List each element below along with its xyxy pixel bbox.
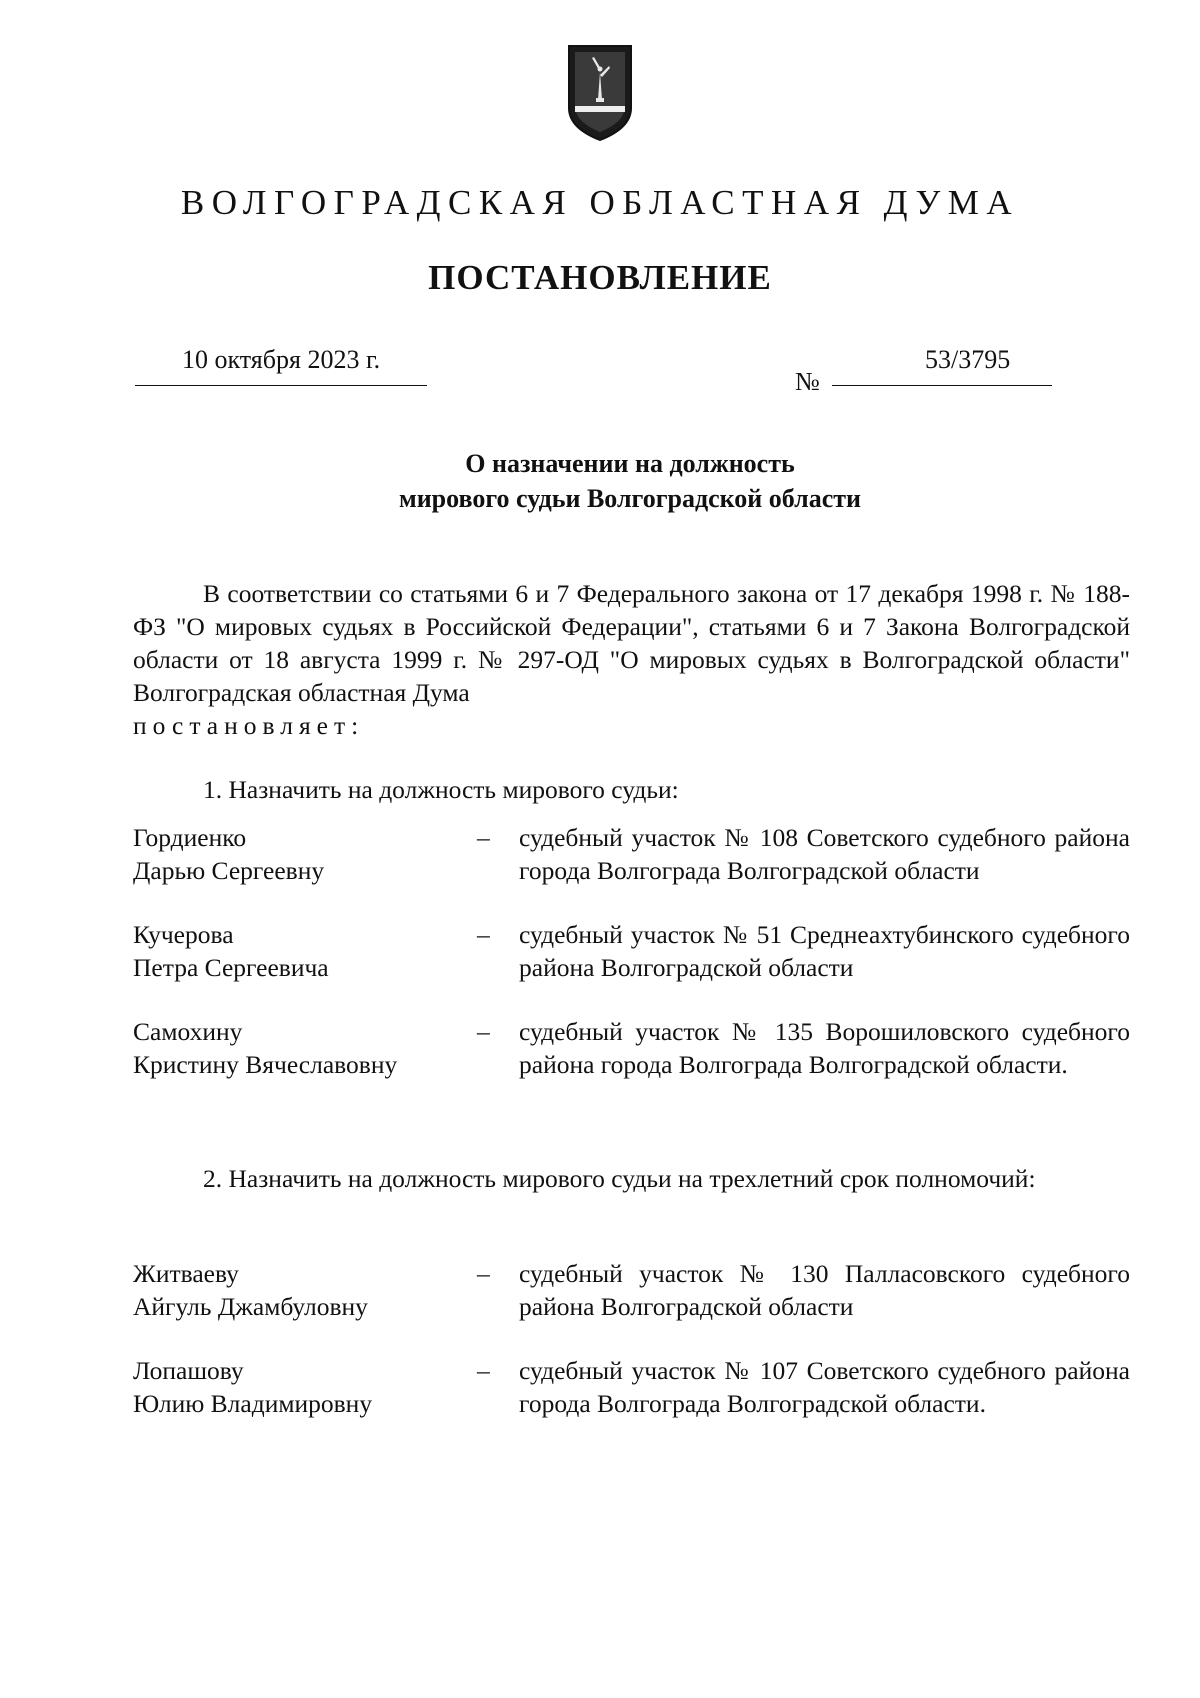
appointee-surname: Житваеву	[133, 1259, 239, 1288]
number-sign: №	[795, 367, 820, 396]
preamble	[133, 577, 1130, 742]
section-2-heading	[133, 1162, 1130, 1195]
document-type: ПОСТАНОВЛЕНИЕ	[428, 258, 772, 297]
entry-dash: –	[477, 1017, 490, 1046]
judicial-district: судебный участок № 51 Среднеахтубинского судебного района Волгоградской области	[519, 920, 1130, 982]
judicial-district: судебный участок № 108 Советского судебного района города Волгограда Волгоградской области	[519, 823, 1130, 885]
organization-title: ВОЛГОГРАДСКАЯ ОБЛАСТНАЯ ДУМА	[180, 183, 1020, 222]
appointee-name	[133, 821, 463, 887]
appointee-given-names: Айгуль Джамбуловну	[133, 1292, 368, 1321]
entry-dash: –	[477, 920, 490, 949]
date-underline	[135, 385, 427, 386]
appointee-surname: Гордиенко	[133, 823, 247, 852]
preamble-decides: постановляет:	[133, 711, 365, 740]
document-subject	[0, 446, 1200, 516]
volgograd-coat-of-arms-icon	[565, 42, 635, 144]
appointee-given-names: Юлию Владимировну	[133, 1389, 373, 1418]
subject-line-1: О назначении на должность	[465, 449, 795, 478]
appointee-given-names: Дарью Сергеевну	[133, 856, 325, 885]
document-date-field	[135, 345, 425, 386]
appointee-surname: Самохину	[133, 1017, 243, 1046]
document-date: 10 октября 2023 г.	[182, 345, 381, 374]
appointee-given-names: Кристину Вячеславовну	[133, 1050, 398, 1079]
entry-dash: –	[477, 823, 490, 852]
subject-line-2: мирового судьи Волгоградской области	[398, 484, 862, 513]
judicial-district: судебный участок № 107 Советского судебного района города Волгограда Волгоградской области.	[519, 1356, 1130, 1418]
preamble-text: В соответствии со статьями 6 и 7 Федерального закона от 17 декабря 1998 г. № 188-ФЗ "О мировых судьях в Российской Федерации", статьями 6 и 7 Закона Волгоградской области от 18 августа 1999 г. № 297-ОД "О мировых судьях в Волгоградской области" Волгоградская областная Дума	[133, 579, 1130, 707]
appointee-name	[133, 1354, 463, 1420]
number-underline	[832, 385, 1052, 386]
section-1-heading: 1. Назначить на должность мирового судьи:	[203, 775, 679, 804]
appointee-name	[133, 1257, 463, 1323]
judicial-district: судебный участок № 135 Ворошиловского судебного района города Волгограда Волгоградской области.	[519, 1017, 1130, 1079]
section-2-heading-text: 2. Назначить на должность мирового судьи на трехлетний срок полномочий:	[203, 1164, 1036, 1193]
appointee-name	[133, 918, 463, 984]
appointee-name	[133, 1015, 463, 1081]
appointee-surname: Лопашову	[133, 1356, 244, 1385]
appointee-given-names: Петра Сергеевича	[133, 953, 329, 982]
entry-dash: –	[477, 1259, 490, 1288]
document-number: 53/3795	[925, 345, 1011, 374]
judicial-district: судебный участок № 130 Палласовского судебного района Волгоградской области	[519, 1259, 1130, 1321]
appointee-surname: Кучерова	[133, 920, 234, 949]
entry-dash: –	[477, 1356, 490, 1385]
